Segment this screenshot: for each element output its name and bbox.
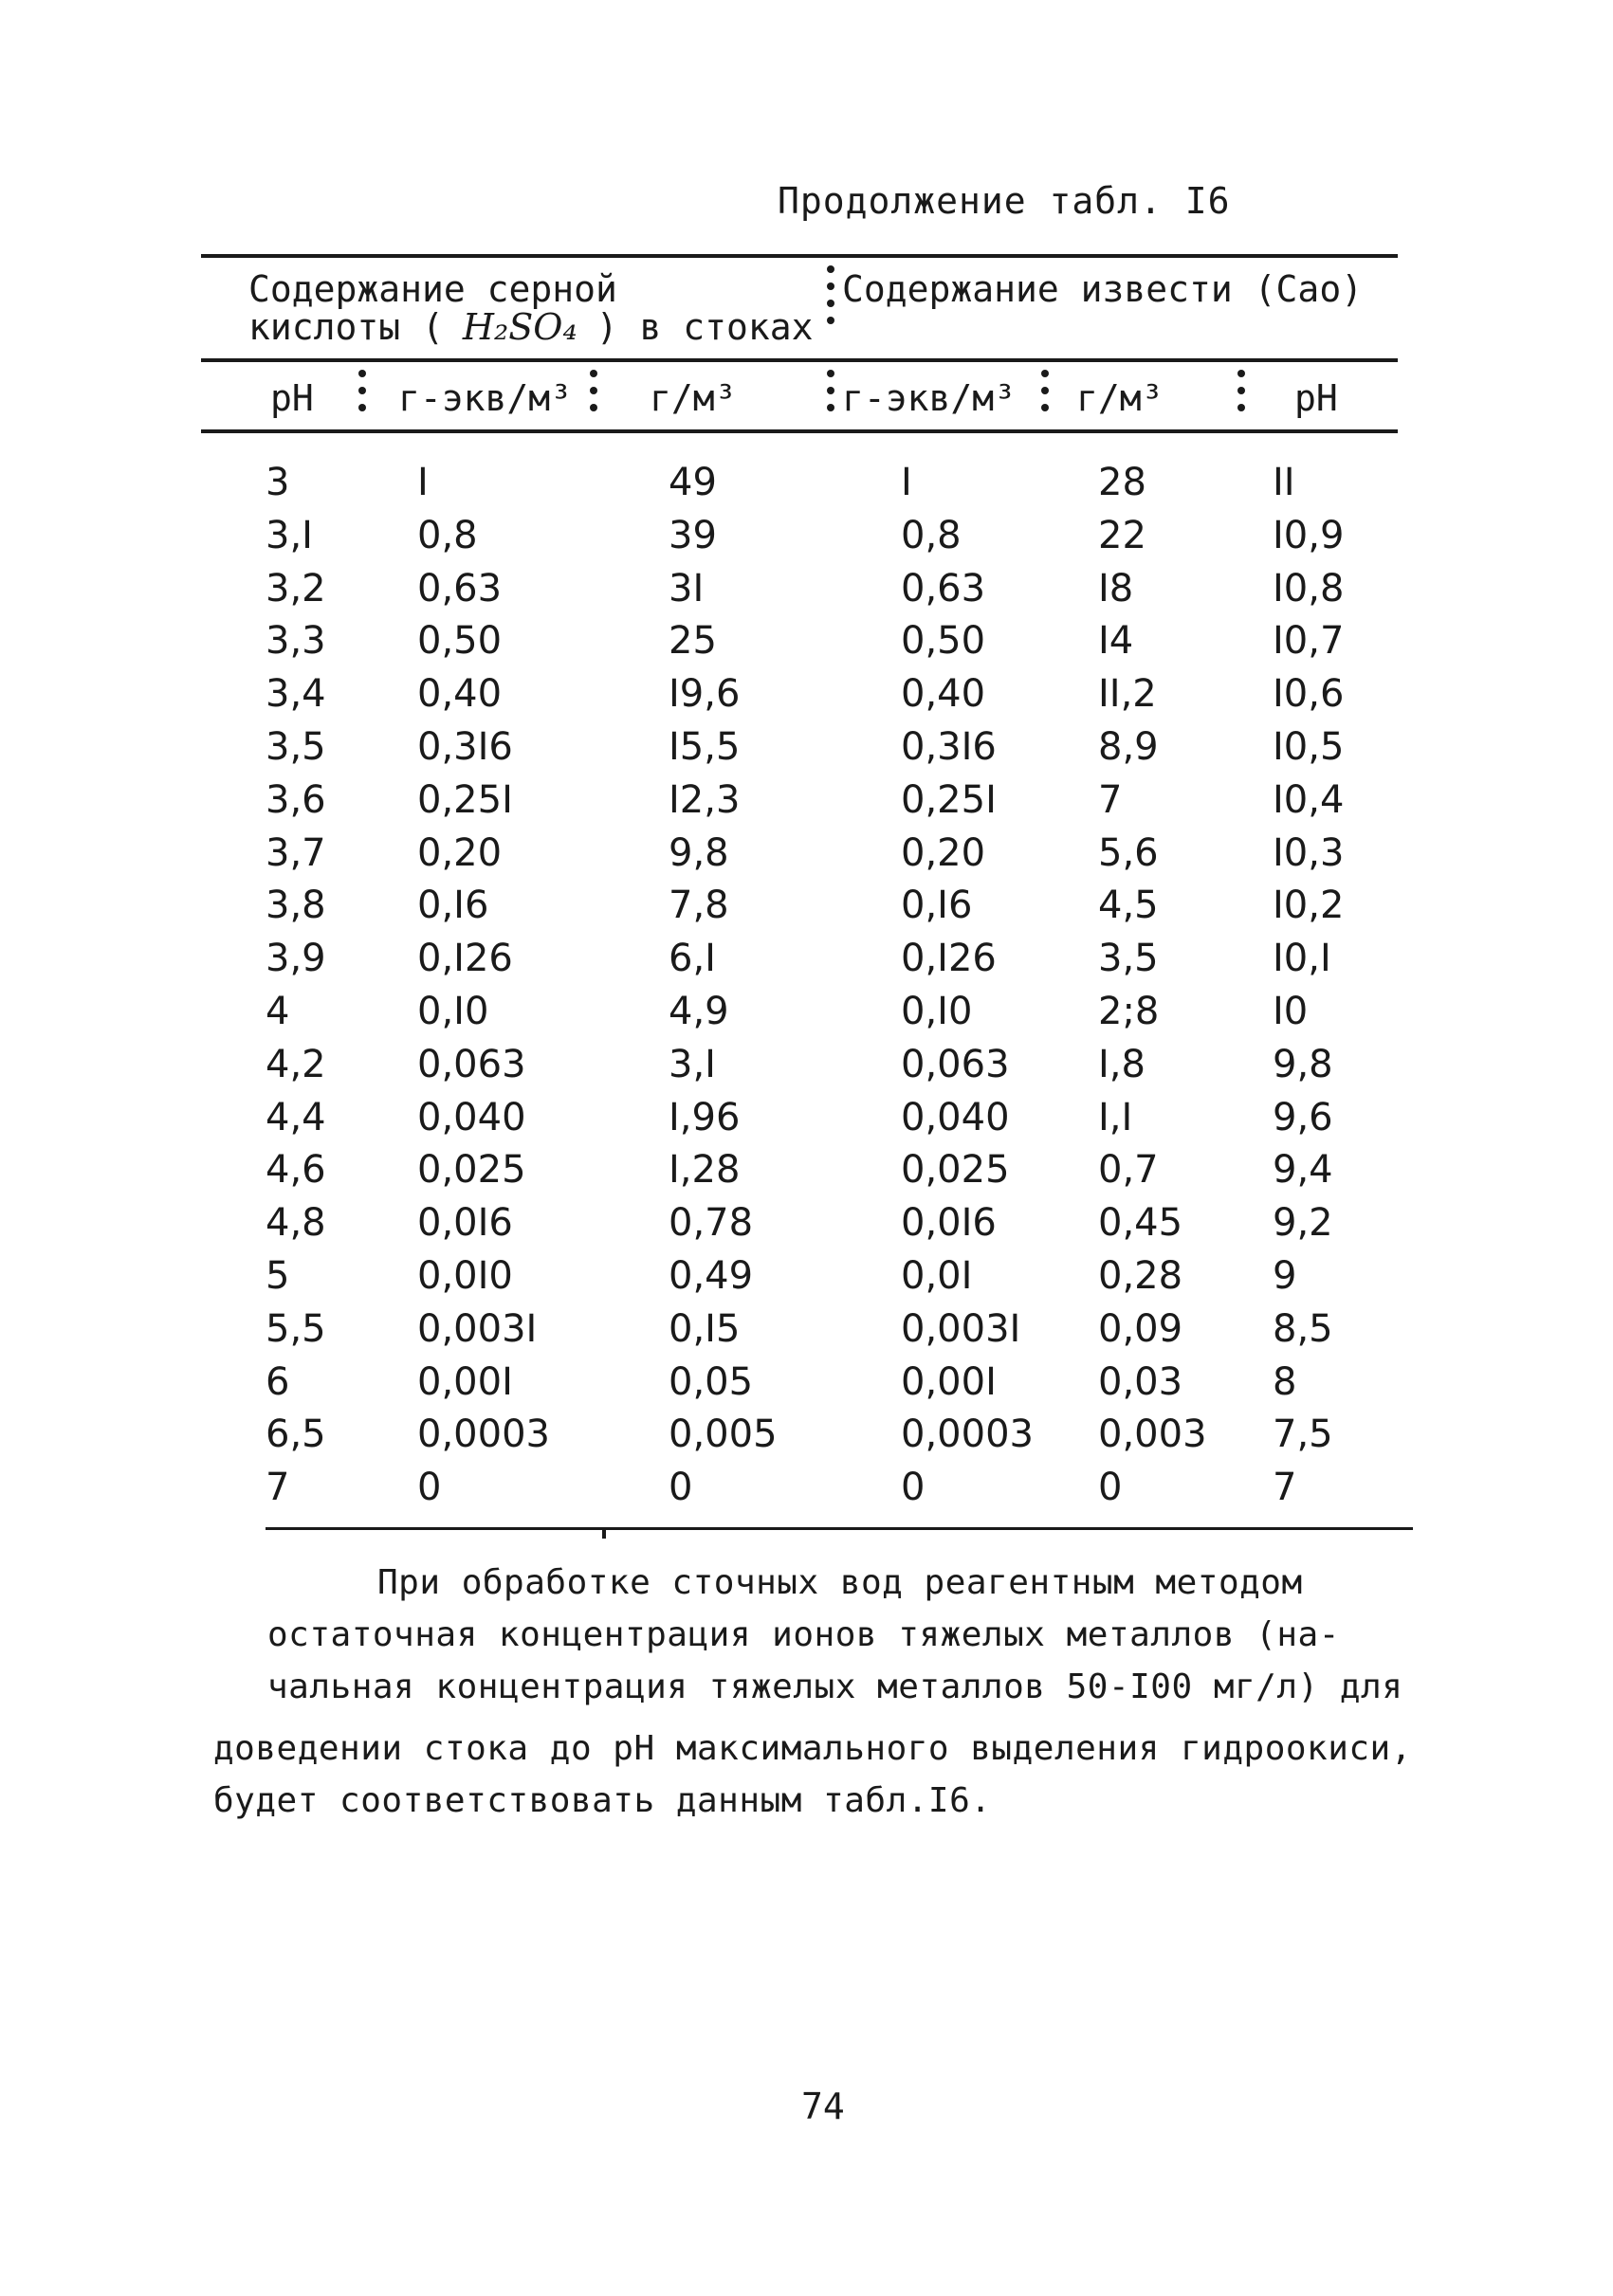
table-cell: 0,20 — [417, 830, 503, 875]
header-acid-line2: кислоты ( H₂SO₄ ) в стоках — [248, 306, 814, 348]
table-cell: II — [1273, 461, 1295, 504]
table-cell: 3,5 — [1098, 937, 1159, 981]
table-cell: 0 — [901, 1466, 926, 1510]
table-cell: 0,025 — [417, 1148, 526, 1193]
table-cell: 0,40 — [417, 672, 503, 717]
table-cell: 7 — [266, 1466, 290, 1510]
table-cell: 0,040 — [417, 1095, 526, 1139]
table-cell: 0,040 — [901, 1095, 1010, 1139]
table-cell: 0,05 — [669, 1359, 754, 1404]
table-cell: I0,6 — [1273, 672, 1345, 717]
table-cell: II,2 — [1098, 672, 1157, 717]
table-cell: 9,2 — [1273, 1201, 1333, 1246]
paragraph-line-4: доведении стока до pH максимального выделения гидроокиси, — [213, 1729, 1412, 1768]
header-group-divider — [827, 265, 834, 334]
table-cell: I0,4 — [1273, 777, 1345, 822]
col-divider-1 — [358, 370, 366, 421]
table-cell: 3,2 — [266, 566, 326, 610]
table-cell: 39 — [669, 513, 717, 557]
table-cell: 0,7 — [1098, 1148, 1159, 1193]
table-row — [0, 565, 1613, 618]
table-cell: I2,3 — [669, 777, 741, 822]
table-cell: 0,8 — [901, 513, 962, 557]
table-cell: I0,9 — [1273, 513, 1345, 557]
table-cell: I4 — [1098, 619, 1134, 664]
table-cell: 0,0I6 — [901, 1201, 997, 1246]
table-cell: 3,9 — [266, 937, 326, 981]
col-header-acid-g: г/м³ — [650, 377, 737, 419]
table-cell: I,28 — [669, 1148, 741, 1193]
table-cell: 7,8 — [669, 884, 729, 928]
paragraph-line-1: При обработке сточных вод реагентным методом — [377, 1563, 1303, 1602]
table-row — [0, 617, 1613, 670]
table-cell: I0,8 — [1273, 566, 1345, 610]
col-header-lime-eq: г-экв/м³ — [842, 377, 1017, 419]
table-cell: 0,025 — [901, 1148, 1010, 1193]
table-cell: 0,50 — [417, 619, 503, 664]
table-cell: 0 — [1098, 1466, 1123, 1510]
table-cell: 7 — [1273, 1466, 1297, 1510]
table-bottom-rule — [266, 1527, 1413, 1530]
table-cell: 0,09 — [1098, 1306, 1183, 1351]
table-cell: 4 — [266, 990, 290, 1033]
table-cell: 0,25I — [417, 777, 513, 822]
table-cell: 8 — [1273, 1359, 1297, 1404]
table-cell: 0,63 — [901, 566, 986, 610]
table-cell: I — [901, 461, 912, 504]
table-cell: 0,I0 — [417, 990, 489, 1033]
table-row — [0, 988, 1613, 1041]
table-cell: 0,50 — [901, 619, 986, 664]
table-cell: 0,003 — [1098, 1412, 1207, 1457]
table-row — [0, 882, 1613, 935]
table-cell: 3,6 — [266, 777, 326, 822]
table-row — [0, 1199, 1613, 1252]
col-header-lime-g: г/м³ — [1076, 377, 1164, 419]
table-cell: I0,7 — [1273, 619, 1345, 664]
table-cell: 3I — [669, 566, 705, 610]
table-cell: 3,4 — [266, 672, 326, 717]
table-row — [0, 776, 1613, 829]
table-cell: 0,0003 — [901, 1412, 1034, 1457]
table-row — [0, 1358, 1613, 1412]
table-cell: 4,4 — [266, 1095, 326, 1139]
table-cell: 8,5 — [1273, 1306, 1333, 1351]
table-cell: 0,0I6 — [417, 1201, 513, 1246]
table-cell: 6,I — [669, 937, 716, 981]
table-cell: 0,3I6 — [901, 725, 997, 769]
col-header-ph-acid: pH — [270, 377, 314, 419]
table-cell: 4,2 — [266, 1042, 326, 1086]
table-cell: I9,6 — [669, 672, 741, 717]
col-divider-3 — [827, 370, 834, 421]
table-cell: 9,8 — [669, 830, 729, 875]
table-cell: I0,3 — [1273, 830, 1345, 875]
table-cell: 0,28 — [1098, 1254, 1183, 1298]
table-cell: 4,6 — [266, 1148, 326, 1193]
col-divider-2 — [590, 370, 597, 421]
table-cell: 4,9 — [669, 990, 729, 1033]
table-cell: I5,5 — [669, 725, 741, 769]
table-cell: 3 — [266, 461, 290, 504]
table-cell: 9 — [1273, 1254, 1297, 1298]
table-bottom-tick — [602, 1527, 606, 1539]
table-cell: 0,063 — [901, 1042, 1010, 1086]
table-cell: 28 — [1098, 461, 1146, 504]
table-cell: 0,20 — [901, 830, 986, 875]
table-caption: Продолжение табл. I6 — [778, 180, 1231, 222]
table-row — [0, 829, 1613, 883]
table-cell: 0,63 — [417, 566, 503, 610]
col-header-ph-lime: pH — [1294, 377, 1338, 419]
table-cell: 0,003I — [901, 1306, 1021, 1351]
table-row — [0, 1094, 1613, 1147]
table-cell: 8,9 — [1098, 725, 1159, 769]
table-cell: 0,78 — [669, 1201, 754, 1246]
table-cell: 3,7 — [266, 830, 326, 875]
table-cell: 0,I6 — [901, 884, 973, 928]
paragraph-line-2: остаточная концентрация ионов тяжелых металлов (на- — [267, 1615, 1340, 1654]
table-row — [0, 1411, 1613, 1464]
table-cell: 0,45 — [1098, 1201, 1183, 1246]
table-cell: 6,5 — [266, 1412, 326, 1457]
col-header-acid-eq: г-экв/м³ — [398, 377, 573, 419]
table-cell: I0,I — [1273, 937, 1331, 981]
table-cell: 7 — [1098, 777, 1123, 822]
header-acid-formula: H₂SO₄ — [462, 306, 577, 348]
table-columns-rule — [201, 429, 1398, 433]
table-row — [0, 1464, 1613, 1517]
table-cell: 2;8 — [1098, 990, 1160, 1033]
table-cell: 0,49 — [669, 1254, 754, 1298]
table-row — [0, 1146, 1613, 1199]
table-cell: I0,5 — [1273, 725, 1345, 769]
col-divider-4 — [1041, 370, 1049, 421]
table-cell: 4,8 — [266, 1201, 326, 1246]
table-cell: 0,40 — [901, 672, 986, 717]
table-cell: I,8 — [1098, 1042, 1146, 1086]
table-cell: 7,5 — [1273, 1412, 1333, 1457]
table-cell: 25 — [669, 619, 717, 664]
header-acid-line1: Содержание серной — [248, 268, 617, 310]
table-cell: 0,063 — [417, 1042, 526, 1086]
table-row — [0, 1305, 1613, 1358]
table-cell: I0 — [1273, 990, 1309, 1033]
table-cell: 0,8 — [417, 513, 478, 557]
paragraph-line-3: чальная концентрация тяжелых металлов 50-I00 мг/л) для — [267, 1667, 1403, 1706]
table-cell: 0,25I — [901, 777, 997, 822]
table-cell: 3,I — [266, 513, 313, 557]
table-cell: 9,8 — [1273, 1042, 1333, 1086]
table-cell: 0 — [417, 1466, 442, 1510]
table-cell: 5,6 — [1098, 830, 1159, 875]
table-cell: 0 — [669, 1466, 693, 1510]
table-cell: 0,I0 — [901, 990, 973, 1033]
table-cell: 5 — [266, 1254, 290, 1298]
table-cell: 3,3 — [266, 619, 326, 664]
table-cell: 0,I26 — [417, 937, 513, 981]
table-cell: 0,0I0 — [417, 1254, 513, 1298]
table-cell: 0,0I — [901, 1254, 973, 1298]
table-cell: 0,3I6 — [417, 725, 513, 769]
table-cell: 3,I — [669, 1042, 716, 1086]
table-row — [0, 723, 1613, 776]
table-cell: I0,2 — [1273, 884, 1345, 928]
table-cell: 5,5 — [266, 1306, 326, 1351]
page-number: 74 — [801, 2086, 845, 2127]
table-cell: I8 — [1098, 566, 1134, 610]
table-cell: 6 — [266, 1359, 290, 1404]
table-row — [0, 1252, 1613, 1305]
table-cell: 0,00I — [901, 1359, 997, 1404]
col-divider-5 — [1237, 370, 1245, 421]
table-row — [0, 459, 1613, 512]
table-cell: 0,003I — [417, 1306, 538, 1351]
table-cell: 0,I26 — [901, 937, 997, 981]
header-acid-group — [248, 270, 813, 346]
paragraph-line-5: будет соответствовать данным табл.I6. — [213, 1781, 992, 1820]
table-cell: 3,5 — [266, 725, 326, 769]
table-cell: 9,4 — [1273, 1148, 1333, 1193]
table-row — [0, 512, 1613, 565]
table-header-rule — [201, 358, 1398, 362]
table-cell: 0,00I — [417, 1359, 513, 1404]
table-cell: I,I — [1098, 1095, 1133, 1139]
table-cell: 49 — [669, 461, 717, 504]
table-row — [0, 1041, 1613, 1094]
table-cell: 0,0003 — [417, 1412, 550, 1457]
table-row — [0, 670, 1613, 723]
table-cell: I,96 — [669, 1095, 741, 1139]
table-cell: 0,I6 — [417, 884, 489, 928]
table-cell: 9,6 — [1273, 1095, 1333, 1139]
table-cell: 4,5 — [1098, 884, 1159, 928]
header-lime-group: Содержание извести (Сао) — [842, 268, 1364, 310]
table-cell: 22 — [1098, 513, 1146, 557]
table-cell: 0,03 — [1098, 1359, 1183, 1404]
table-cell: I — [417, 461, 429, 504]
table-cell: 0,I5 — [669, 1306, 741, 1351]
table-cell: 0,005 — [669, 1412, 778, 1457]
table-top-rule — [201, 254, 1398, 258]
table-cell: 3,8 — [266, 884, 326, 928]
table-row — [0, 935, 1613, 988]
